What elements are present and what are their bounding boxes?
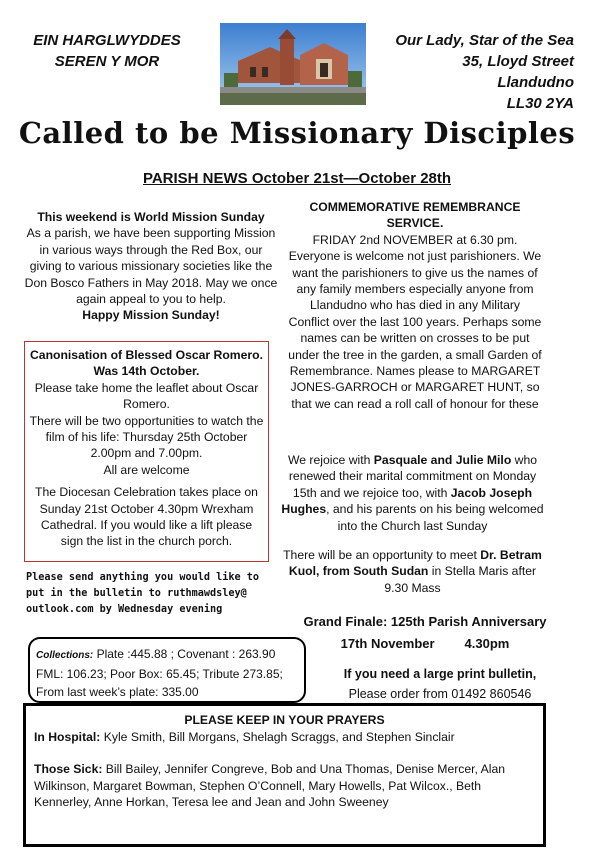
- mission-sunday-notice: [22, 209, 280, 324]
- collections-label: Collections:: [36, 650, 94, 661]
- parish-news-heading: [0, 170, 594, 187]
- welsh-name-line2: SEREN Y MOR: [54, 53, 160, 70]
- meet-text-1: There will be an opportunity to meet: [283, 548, 481, 562]
- collections-line-2: FML: 106.23; Poor Box: 65.45; Tribute 273.85;: [36, 667, 283, 681]
- large-print-line-2: Please order from 01492 860546: [348, 687, 532, 701]
- church-photo: [220, 23, 366, 105]
- romero-leaflet: Please take home the leaflet about Oscar Romero.: [34, 380, 259, 412]
- rejoice-name-1: Pasquale and Julie Milo: [373, 453, 512, 467]
- meet-speaker-notice: [279, 547, 546, 596]
- sick-label: Those Sick:: [34, 762, 103, 776]
- mission-body: As a parish, we have been supporting Mission in various ways through the Red Box, our giving to various missionary societies like the Don Bosco Fathers in May 2018. May we once again appeal to you to help.: [24, 226, 278, 307]
- welsh-church-name: [22, 30, 192, 72]
- commemorative-service-notice: [288, 199, 542, 412]
- parish-address: [372, 30, 592, 114]
- grand-finale-notice: [290, 611, 560, 655]
- large-print-line-1: If you need a large print bulletin,: [343, 667, 537, 681]
- address-postcode: LL30 2YA: [506, 95, 574, 112]
- romero-heading-1: Canonisation of Blessed Oscar Romero.: [30, 348, 263, 362]
- rejoice-notice: [279, 452, 546, 534]
- finale-date: 17th November: [340, 636, 435, 651]
- romero-welcome: All are welcome: [103, 462, 190, 477]
- commemorative-heading-1: COMMEMORATIVE REMEMBRANCE: [309, 200, 521, 214]
- sick-names: Bill Bailey, Jennifer Congreve, Bob and Una Thomas, Denise Mercer, Alan Wilkinson, Margaret Bowman, Stephen O’Connell, Mary Howells, Pat Wilcox., Beth Kennerley, Anne Horkan, Teresa lee and Jean and John Sweeney: [34, 762, 506, 809]
- finale-datetime: [290, 633, 560, 655]
- rejoice-text-3: , and his parents on his being welcomed into the Church last Sunday: [326, 502, 544, 533]
- collections-line-3: From last week’s plate: 335.00: [36, 685, 199, 699]
- collections-plate-covenant: Plate :445.88 ; Covenant : 263.90: [93, 647, 276, 661]
- romero-diocesan: The Diocesan Celebration takes place on Sunday 21st October 4.30pm Wrexham Cathedral. If you would like a lift please sign the list in the church porch.: [35, 485, 258, 549]
- large-print-notice: [310, 664, 570, 704]
- meet-text-2: in Stella Maris after 9.30 Mass: [384, 564, 537, 595]
- collections-line-1: [36, 645, 298, 665]
- sick-list: [34, 761, 535, 811]
- parish-news-dates: PARISH NEWS October 21st—October 28th: [142, 170, 452, 187]
- hospital-list: [34, 729, 535, 746]
- commemorative-heading-2: SERVICE.: [386, 216, 444, 231]
- page-title: Called to be Missionary Disciples: [18, 116, 576, 150]
- bulletin-submission-note: Please send anything you would like to put in the bulletin to ruthmawdsley@ outlook.com by Wednesday evening: [26, 572, 260, 615]
- commemorative-body: FRIDAY 2nd NOVEMBER at 6.30 pm. Everyone is welcome not just parishioners. We want the parishioners to give us the names of any family members especially anyone from Llandudno who has died in any Military Conflict over the last 100 years. Perhaps some names can be written on crosses to be put under the tree in the garden, a small Garden of Remembrance. Names please to MARGARET JONES-GARROCH or MARGARET HUNT, so that we can read a roll call of honour for these: [288, 232, 542, 411]
- parish-name: Our Lady, Star of the Sea: [395, 32, 574, 49]
- meet-speaker-name: Dr. Betram Kuol, from South Sudan: [288, 548, 542, 579]
- prayers-heading: PLEASE KEEP IN YOUR PRAYERS: [184, 713, 385, 727]
- welsh-name-line1: EIN HARGLWYDDES: [33, 32, 181, 49]
- rejoice-text-2: who renewed their marital commitment on Monday 15th and we rejoice too, with: [288, 453, 538, 500]
- prayers-box: [23, 703, 546, 847]
- hospital-names: Kyle Smith, Bill Morgans, Shelagh Scraggs, and Stephen Sinclair: [100, 729, 455, 744]
- romero-film: There will be two opportunities to watch the film of his life: Thursday 25th October 2.00pm and 7.00pm.: [29, 413, 264, 461]
- hospital-label: In Hospital:: [34, 729, 101, 744]
- finale-title: Grand Finale: 125th Parish Anniversary: [303, 614, 547, 629]
- address-street: 35, Lloyd Street: [462, 53, 574, 70]
- address-town: Llandudno: [497, 74, 574, 91]
- rejoice-text-1: We rejoice with: [287, 453, 374, 467]
- romero-heading-2: Was 14th October.: [93, 364, 200, 379]
- rejoice-name-2: Jacob Joseph Hughes: [281, 485, 533, 517]
- collections-box: [28, 637, 306, 703]
- mission-heading: This weekend is World Mission Sunday: [37, 210, 265, 224]
- finale-time: 4.30pm: [464, 636, 510, 651]
- romero-notice-box: [24, 341, 269, 562]
- mission-closing: Happy Mission Sunday!: [82, 308, 220, 323]
